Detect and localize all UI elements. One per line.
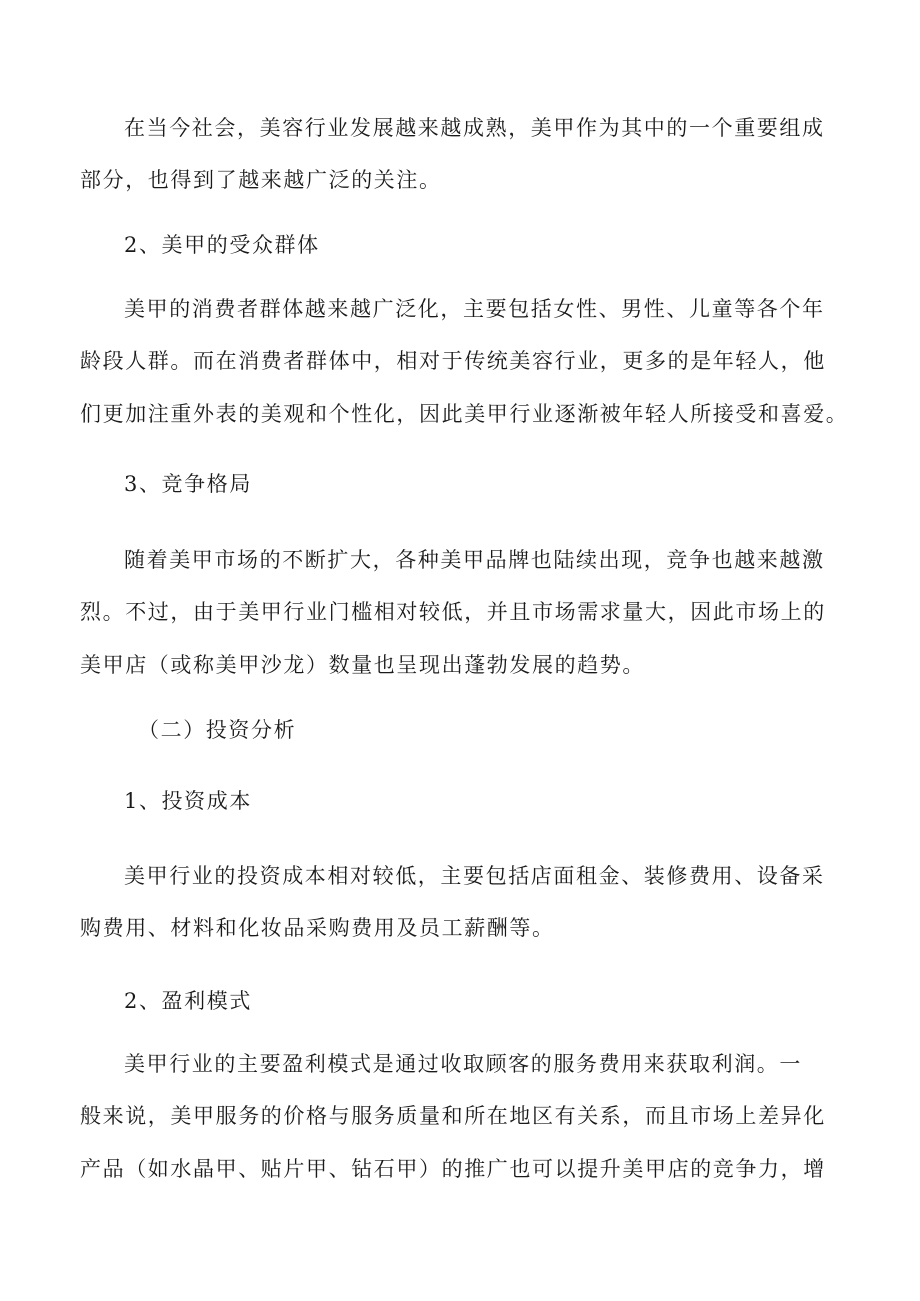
profit-paragraph-line-1: 美甲行业的主要盈利模式是通过收取顾客的服务费用来获取利润。一 xyxy=(124,1052,802,1076)
competition-paragraph-line-3: 美甲店（或称美甲沙龙）数量也呈现出蓬勃发展的趋势。 xyxy=(80,653,645,677)
section-heading-investment: （二）投资分析 xyxy=(138,718,297,742)
audience-paragraph-line-2: 龄段人群。而在消费者群体中，相对于传统美容行业，更多的是年轻人，他 xyxy=(80,349,826,373)
competition-paragraph-line-1: 随着美甲市场的不断扩大，各种美甲品牌也陆续出现，竞争也越来越激 xyxy=(124,548,825,572)
section-heading-profit: 2、盈利模式 xyxy=(124,989,252,1013)
intro-paragraph-line-1: 在当今社会，美容行业发展越来越成熟，美甲作为其中的一个重要组成 xyxy=(124,116,825,140)
section-heading-competition: 3、竞争格局 xyxy=(124,472,252,496)
audience-paragraph-line-1: 美甲的消费者群体越来越广泛化，主要包括女性、男性、儿童等各个年 xyxy=(124,297,825,321)
profit-paragraph-line-3: 产品（如水晶甲、贴片甲、钻石甲）的推广也可以提升美甲店的竞争力，增 xyxy=(80,1157,826,1181)
profit-paragraph-line-2: 般来说，美甲服务的价格与服务质量和所在地区有关系，而且市场上差异化 xyxy=(80,1104,826,1128)
intro-paragraph-line-2: 部分，也得到了越来越广泛的关注。 xyxy=(80,168,442,192)
competition-paragraph-line-2: 烈。不过，由于美甲行业门槛相对较低，并且市场需求量大，因此市场上的 xyxy=(80,600,826,624)
cost-paragraph-line-2: 购费用、材料和化妆品采购费用及员工薪酬等。 xyxy=(80,916,555,940)
section-heading-audience: 2、美甲的受众群体 xyxy=(124,233,320,257)
audience-paragraph-line-3: 们更加注重外表的美观和个性化，因此美甲行业逐渐被年轻人所接受和喜爱。 xyxy=(80,402,849,426)
cost-paragraph-line-1: 美甲行业的投资成本相对较低，主要包括店面租金、装修费用、设备采 xyxy=(124,864,825,888)
section-heading-cost: 1、投资成本 xyxy=(124,789,252,813)
